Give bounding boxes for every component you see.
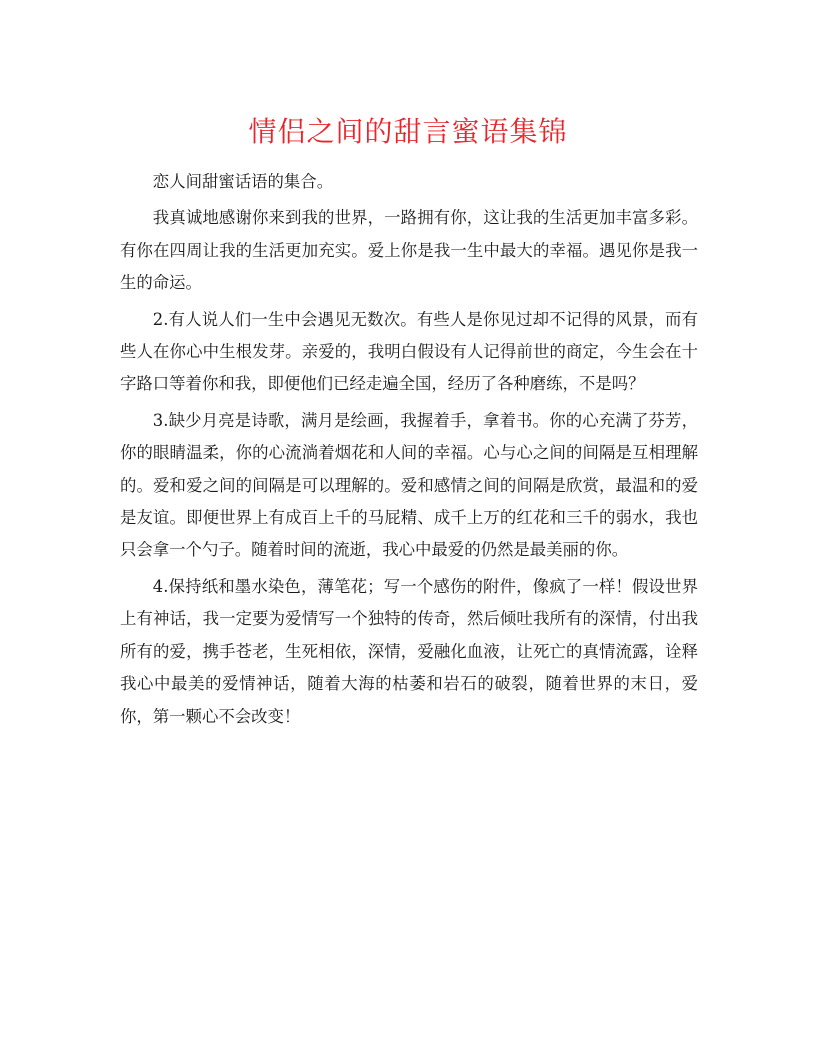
document-title: 情侣之间的甜言蜜语集锦 [248,115,568,148]
paragraph-3: 3.缺少月亮是诗歌，满月是绘画，我握着手，拿着书。你的心充满了芬芳，你的眼睛温柔，你的心流淌着烟花和人间的幸福。心与心之间的间隔是互相理解的。爱和爱之间的间隔是可以理解的。爱和感情之间的间隔是欣赏，最温和的爱是友谊。即便世界上有成百上千的马屁精、成千上万的红花和三千的弱水，我也只会拿一个勺子。随着时间的流逝，我心中最爱的仍然是最美丽的你。 [120,410,698,560]
paragraph-intro: 恋人间甜蜜话语的集合。 [152,172,334,191]
paragraph-2: 2.有人说人们一生中会遇见无数次。有些人是你见过却不记得的风景，而有些人在你心中生根发芽。亲爱的，我明白假设有人记得前世的商定，今生会在十字路口等着你和我，即便他们已经走遍全国，经历了各种磨练，不是吗？ [120,309,698,394]
paragraph-4: 4.保持纸和墨水染色，薄笔花；写一个感伤的附件，像疯了一样！假设世界上有神话，我一定要为爱情写一个独特的传奇，然后倾吐我所有的深情，付出我所有的爱，携手苍老，生死相依，深情，爱融化血液，让死亡的真情流露，诠释我心中最美的爱情神话，随着大海的枯萎和岩石的破裂，随着世界的末日，爱你，第一颗心不会改变！ [120,576,698,726]
paragraph-1: 我真诚地感谢你来到我的世界，一路拥有你，这让我的生活更加丰富多彩。有你在四周让我的生活更加充实。爱上你是我一生中最大的幸福。遇见你是我一生的命运。 [120,208,698,293]
document-body [120,166,698,733]
